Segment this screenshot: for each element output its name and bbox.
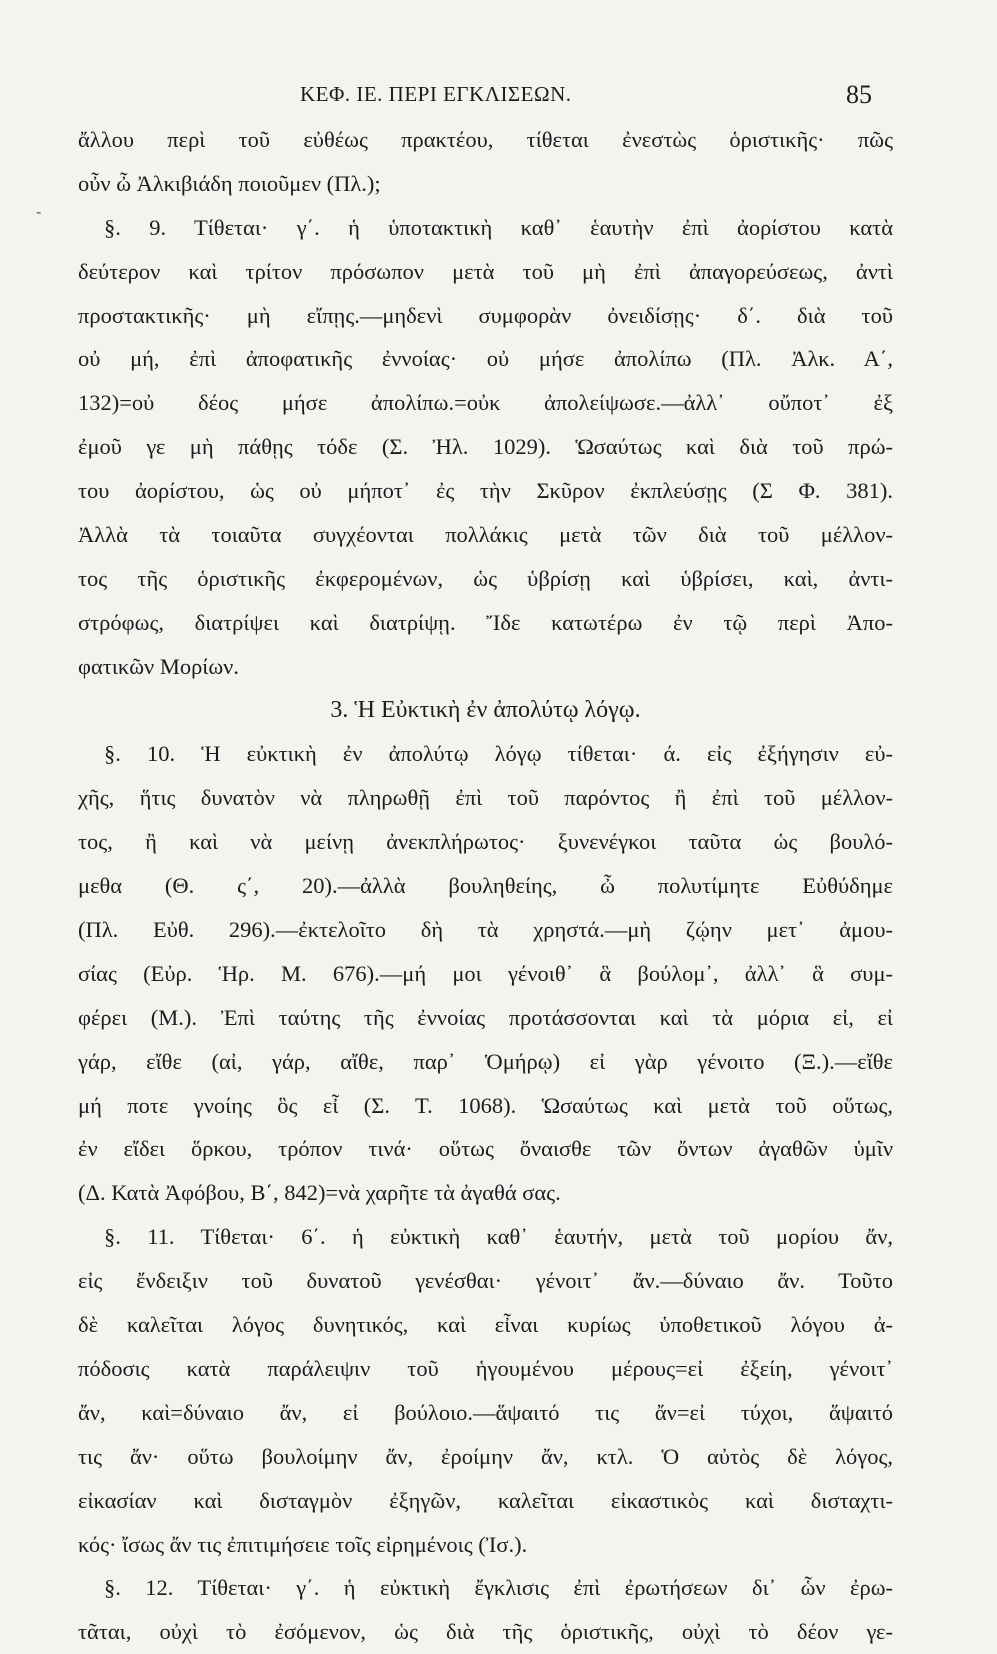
text-line: τις ἄν· οὕτω βουλοίμην ἄν, ἐροίμην ἄν, κτλ. Ὁ αὐτὸς δὲ λόγος,	[78, 1443, 893, 1469]
paragraph-10-start: §. 10. Ἡ εὐκτικὴ ἐν ἀπολύτῳ λόγῳ τίθεται· ά. εἰς ἐξήγησιν εὐ-	[104, 741, 893, 767]
text-line: εἰς ἔνδειξιν τοῦ δυνατοῦ γενέσθαι· γένοιτ᾽ ἄν.—δύναιο ἄν. Τοῦτο	[78, 1268, 893, 1294]
text-line: τος, ἢ καὶ νὰ μείνῃ ἀνεκπλήρωτος· ξυνενέγκοι ταῦτα ὡς βουλό-	[78, 829, 893, 855]
text-line: προστακτικῆς· μὴ εἴπῃς.—μηδενὶ συμφορὰν ὀνειδίσῃς· δ΄. διὰ τοῦ	[78, 302, 893, 328]
text-line: δὲ καλεῖται λόγος δυνητικός, καὶ εἶναι κυρίως ὑποθετικοῦ λόγου ἀ-	[78, 1312, 893, 1338]
text-line: ἐμοῦ γε μὴ πάθῃς τόδε (Σ. Ἠλ. 1029). Ὡσαύτως καὶ διὰ τοῦ πρώ-	[78, 434, 893, 460]
text-line: 132)=οὐ δέος μήσε ἀπολίπω.=οὐκ ἀπολείψωσε.—ἀλλ᾽ οὔποτ᾽ ἐξ	[78, 390, 893, 416]
text-line: τος τῆς ὁριστικῆς ἐκφερομένων, ὡς ὑβρίσῃ καὶ ὑβρίσει, καὶ, ἀντι-	[78, 565, 893, 591]
text-line: ἐν εἴδει ὅρκου, τρόπον τινά· οὕτως ὄναισθε τῶν ὄντων ἀγαθῶν ὑμῖν	[78, 1136, 893, 1162]
section-heading: 3. Ἡ Εὐκτικὴ ἐν ἀπολύτῳ λόγῳ.	[330, 696, 641, 723]
margin-mark: -	[36, 202, 42, 221]
text-line: εἰκασίαν καὶ δισταγμὸν ἐξηγῶν, καλεῖται εἰκαστικὸς καὶ δισταχτι-	[78, 1487, 893, 1513]
text-line: γάρ, εἴθε (αἰ, γάρ, αἴθε, παρ᾽ Ὁμήρῳ) εἰ γὰρ γένοιτο (Ξ.).—εἴθε	[78, 1048, 893, 1074]
text-line: δεύτερον καὶ τρίτον πρόσωπον μετὰ τοῦ μὴ ἐπὶ ἀπαγορεύσεως, ἀντὶ	[78, 258, 893, 284]
text-line: Ἀλλὰ τὰ τοιαῦτα συγχέονται πολλάκις μετὰ τῶν διὰ τοῦ μέλλον-	[78, 522, 893, 548]
text-line: στρόφως, διατρίψει καὶ διατρίψῃ. Ἴδε κατωτέρω ἐν τῷ περὶ Ἀπο-	[78, 609, 893, 635]
paragraph-9-start: §. 9. Τίθεται· γ΄. ἡ ὑποτακτικὴ καθ᾽ ἑαυτὴν ἐπὶ ἀορίστου κατὰ	[104, 214, 893, 240]
body-text	[78, 118, 893, 1654]
text-line: του ἀορίστου, ὡς οὐ μήποτ᾽ ἐς τὴν Σκῦρον ἐκπλεύσῃς (Σ Φ. 381).	[78, 478, 893, 504]
text-line: τᾶται, οὐχὶ τὸ ἐσόμενον, ὡς διὰ τῆς ὁριστικῆς, οὐχὶ τὸ δέον γε-	[78, 1619, 893, 1645]
text-line: (Πλ. Εὐθ. 296).—ἐκτελοῖτο δὴ τὰ χρηστά.—μὴ ζῴην μετ᾽ ἀμου-	[78, 917, 893, 943]
running-header	[0, 82, 997, 122]
text-line: σίας (Εὐρ. Ἡρ. Μ. 676).—μή μοι γένοιθ᾽ ἃ βούλομ᾽, ἀλλ᾽ ἃ συμ-	[78, 960, 893, 986]
text-line: μεθα (Θ. ς΄, 20).—ἀλλὰ βουληθείης, ὦ πολυτίμητε Εὐθύδημε	[78, 873, 893, 899]
text-line: οὐ μή, ἐπὶ ἀποφατικῆς ἐννοίας· οὐ μήσε ἀπολίπω (Πλ. Ἀλκ. Α΄,	[78, 346, 893, 372]
text-line: χῆς, ἥτις δυνατὸν νὰ πληρωθῇ ἐπὶ τοῦ παρόντος ἢ ἐπὶ τοῦ μέλλον-	[78, 785, 893, 811]
page-number: 85	[846, 80, 872, 109]
text-line: ἄλλου περὶ τοῦ εὐθέως πρακτέου, τίθεται ἐνεστὼς ὁριστικῆς· πῶς	[78, 127, 893, 152]
text-line: ἄν, καὶ=δύναιο ἄν, εἰ βούλοιο.—ἅψαιτό τις ἄν=εἰ τύχοι, ἅψαιτό	[78, 1399, 893, 1425]
text-line: οὖν ὦ Ἀλκιβιάδη ποιοῦμεν (Πλ.);	[78, 170, 381, 196]
text-line: φατικῶν Μορίων.	[78, 653, 239, 679]
paragraph-12-start: §. 12. Τίθεται· γ΄. ἡ εὐκτικὴ ἔγκλισις ἐπὶ ἐρωτήσεων δι᾽ ὧν ἐρω-	[104, 1575, 893, 1601]
text-line: πόδοσις κατὰ παράλειψιν τοῦ ἡγουμένου μέρους=εἰ ἐξείη, γένοιτ᾽	[78, 1355, 893, 1381]
paragraph-11-start: §. 11. Τίθεται· 6΄. ἡ εὐκτικὴ καθ᾽ ἑαυτήν, μετὰ τοῦ μορίου ἄν,	[104, 1224, 893, 1250]
text-line: μή ποτε γνοίης ὃς εἶ (Σ. Τ. 1068). Ὡσαύτως καὶ μετὰ τοῦ οὕτως,	[78, 1092, 893, 1118]
text-line: φέρει (Μ.). Ἐπὶ ταύτης τῆς ἐννοίας προτάσσονται καὶ τὰ μόρια εἰ, εἰ	[78, 1004, 893, 1030]
chapter-title: ΚΕΦ. ΙΕ. ΠΕΡΙ ΕΓΚΛΙΣΕΩΝ.	[300, 82, 572, 106]
text-line: κός· ἴσως ἄν τις ἐπιτιμήσειε τοῖς εἰρημένοις (Ἰσ.).	[78, 1531, 528, 1557]
text-line: (Δ. Κατὰ Ἀφόβου, Β΄, 842)=νὰ χαρῆτε τὰ ἀγαθά σας.	[78, 1180, 561, 1206]
